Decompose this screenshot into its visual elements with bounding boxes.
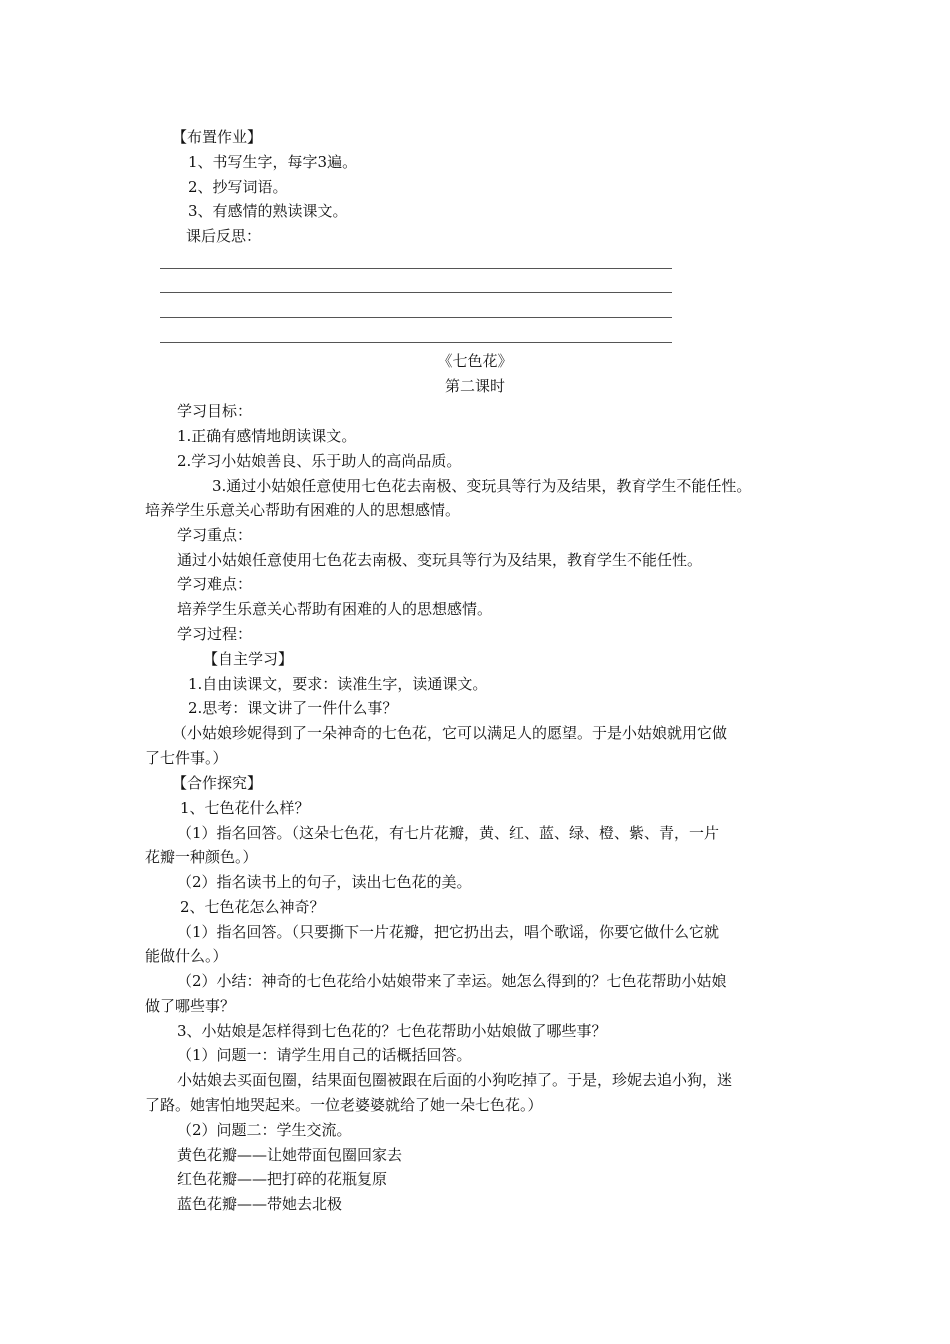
key-label: 学习重点： [177,526,253,544]
difficulty-label: 学习难点： [177,575,253,593]
reflection-label: 课后反思： [186,227,262,245]
homework-header: 【布置作业】 [172,128,263,146]
homework-item: 2、抄写词语。 [188,178,288,196]
answer: 了路。她害怕地哭起来。一位老婆婆就给了她一朵七色花。） [145,1096,543,1114]
cooperative-header: 【合作探究】 [172,774,263,792]
reflection-line [160,268,672,269]
petal-item: 红色花瓣——把打碎的花瓶复原 [177,1170,388,1188]
self-study-item: 1.自由读课文，要求：读准生字，读通课文。 [188,675,488,693]
reflection-line [160,317,672,318]
answer: （1）指名回答。（这朵七色花，有七片花瓣，黄、红、蓝、绿、橙、紫、青，一片 [177,824,720,842]
lesson-subtitle: 第二课时 [444,377,505,395]
answer: 能做什么。） [145,947,228,965]
reflection-line [160,292,672,293]
lesson-title: 《七色花》 [437,352,513,370]
goal-item: 2.学习小姑娘善良、乐于助人的高尚品质。 [177,452,462,470]
reflection-line [160,342,672,343]
goals-label: 学习目标： [177,402,253,420]
answer: （2）小结：神奇的七色花给小姑娘带来了幸运。她怎么得到的？七色花帮助小姑娘 [177,972,727,990]
answer: 小姑娘去买面包圈，结果面包圈被跟在后面的小狗吃掉了。于是，珍妮去追小狗，迷 [177,1071,733,1089]
difficulty-text: 培养学生乐意关心帮助有困难的人的思想感情。 [177,600,493,618]
homework-item: 3、有感情的熟读课文。 [188,202,348,220]
self-study-answer: （小姑娘珍妮得到了一朵神奇的七色花，它可以满足人的愿望。于是小姑娘就用它做 [172,724,728,742]
goal-item: 培养学生乐意关心帮助有困难的人的思想感情。 [145,501,461,519]
self-study-item: 2.思考：课文讲了一件什么事？ [188,699,398,717]
answer: （2）问题二：学生交流。 [177,1121,352,1139]
answer: 做了哪些事？ [145,997,236,1015]
process-label: 学习过程： [177,625,253,643]
question: 3、小姑娘是怎样得到七色花的？七色花帮助小姑娘做了哪些事？ [177,1022,607,1040]
petal-item: 蓝色花瓣——带她去北极 [177,1195,343,1213]
answer: （1）指名回答。（只要撕下一片花瓣，把它扔出去，唱个歌谣，你要它做什么它就 [177,923,720,941]
key-text: 通过小姑娘任意使用七色花去南极、变玩具等行为及结果，教育学生不能任性。 [177,551,703,569]
answer: 花瓣一种颜色。） [145,848,258,866]
self-study-answer: 了七件事。） [145,749,228,767]
self-study-header: 【自主学习】 [203,650,294,668]
answer: （2）指名读书上的句子，读出七色花的美。 [177,873,472,891]
question: 1、七色花什么样？ [180,799,310,817]
petal-item: 黄色花瓣——让她带面包圈回家去 [177,1146,403,1164]
question: 2、七色花怎么神奇？ [180,898,325,916]
goal-item: 3.通过小姑娘任意使用七色花去南极、变玩具等行为及结果，教育学生不能任性。 [212,477,752,495]
answer: （1）问题一：请学生用自己的话概括回答。 [177,1046,472,1064]
homework-item: 1、书写生字，每字3遍。 [188,153,358,171]
goal-item: 1.正确有感情地朗读课文。 [177,427,357,445]
